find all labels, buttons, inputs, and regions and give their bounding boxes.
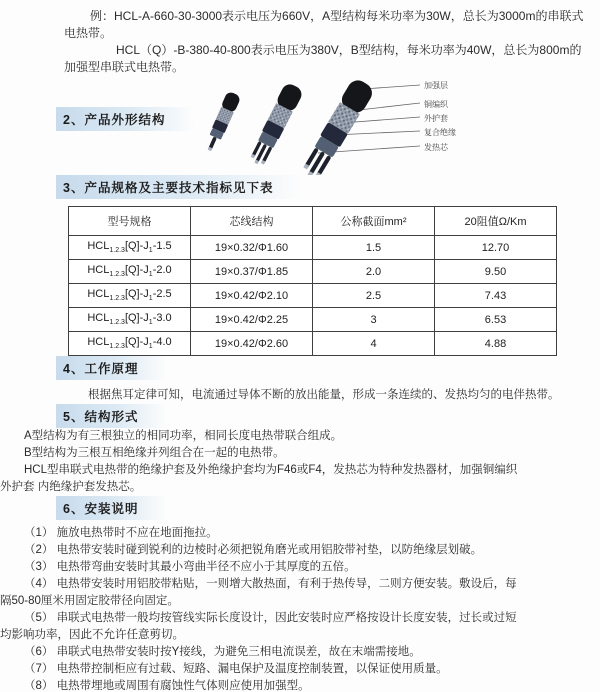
section-title-specifications: 3、产品规格及主要技术指标见下表 [56, 175, 303, 199]
spec-table [68, 206, 557, 356]
core-structure-cell: 19×0.37/Φ1.85 [191, 260, 313, 284]
intro-line-2: HCL（Q）-B-380-40-800表示电压为380V，B型结构，每米功率为40W，总长为800m的加强型串联式电热带。 [64, 43, 582, 74]
spec-table-header-row [69, 207, 557, 236]
nominal-section-cell: 1.5 [313, 236, 435, 260]
diagram-label-1: 加强层 [424, 81, 448, 90]
nominal-section-cell: 2.0 [313, 260, 435, 284]
model-cell: $HCL_{1.2.3}[Q]-J_1-1.5$ [69, 236, 191, 260]
structure-form-line: A型结构为有三根独立的相同功率，相同长度电热带联合组成。 [24, 430, 343, 442]
install-instruction-item: （1） 施放电热带时不应在地面拖拉。 [24, 527, 218, 539]
nominal-section-cell: 3 [313, 308, 435, 332]
section-title-structure-form: 5、结构形式 [56, 404, 168, 428]
structure-form-line: HCL型串联式电热带的绝缘护套及外绝缘护套均为F46或F4，发热芯为特种发热器材，加强铜编织外护套 内绝缘护套发热芯。 [0, 464, 518, 493]
install-instruction-item: （2） 电热带安装时碰到锐利的边棱时必须把锐角磨光或用铝胶带衬垫，以防绝缘层划破。 [24, 544, 483, 556]
table-row [69, 308, 557, 332]
intro-paragraph [0, 0, 594, 76]
install-instruction-item: （8） 电热带埋地或周围有腐蚀性气体则应使用加强型。 [24, 680, 310, 692]
header-core-structure: 芯线结构 [191, 207, 313, 236]
product-structure-diagram [0, 76, 600, 175]
cable-large [299, 77, 376, 175]
model-cell: $HCL_{1.2.3}[Q]-J_1-2.5$ [69, 284, 191, 308]
table-row [69, 284, 557, 308]
model-cell: $HCL_{1.2.3}[Q]-J_1-4.0$ [69, 332, 191, 356]
resistance-cell: 7.43 [435, 284, 557, 308]
install-instruction-item: （7） 电热带控制柜应有过载、短路、漏电保护及温度控制装置，以保证使用质量。 [24, 663, 448, 675]
install-instruction-item: （3） 电热带弯曲安装时其最小弯曲半径不应小于其厚度的五倍。 [24, 561, 356, 573]
working-principle-text: 根据焦耳定律可知，电流通过导体不断的放出能量，形成一条连续的、发热均匀的电伴热带。 [88, 389, 560, 401]
section-title-installation: 6、安装说明 [56, 496, 168, 520]
intro-line-1: 例：HCL-A-660-30-3000表示电压为660V，A型结构每米功率为30W，总长为3000m的串联式电热带。 [64, 9, 584, 40]
install-instruction-item: （6） 串联式电热带安装时按Y接线，为避免三相电流误差，故在末端需接地。 [24, 646, 421, 658]
model-cell: $HCL_{1.2.3}[Q]-J_1-3.0$ [69, 308, 191, 332]
table-row [69, 332, 557, 356]
resistance-cell: 4.88 [435, 332, 557, 356]
install-instruction-item: （5） 串联式电热带一般均按管线实际长度设计，因此安装时应严格按设计长度安装，过长或过短均影响功率，因此不允许任意剪切。 [0, 612, 517, 641]
cable-medium [247, 82, 305, 169]
diagram-label-4: 复合绝缘 [424, 128, 456, 137]
install-instruction-item: （4） 电热带安装时用铝胶带粘贴，一则增大散热面，有利于热传导，二则方便安装。敷设后，每隔50-80厘米用固定胶带径向固定。 [0, 578, 517, 607]
resistance-cell: 6.53 [435, 308, 557, 332]
nominal-section-cell: 4 [313, 332, 435, 356]
table-row [69, 260, 557, 284]
diagram-label-5: 发热芯 [424, 143, 448, 152]
model-cell: $HCL_{1.2.3}[Q]-J_1-2.0$ [69, 260, 191, 284]
nominal-section-cell: 2.5 [313, 284, 435, 308]
resistance-cell: 12.70 [435, 236, 557, 260]
structure-form-block [0, 428, 600, 496]
table-row [69, 236, 557, 260]
diagram-label-3: 外护套 [424, 114, 448, 123]
structure-form-line: B型结构为三根互相绝缘并列组合在一起的电热带。 [24, 447, 285, 459]
section-title-working-principle: 4、工作原理 [56, 356, 168, 380]
core-structure-cell: 19×0.42/Φ2.60 [191, 332, 313, 356]
section-title-product-structure: 2、产品外形结构 [56, 107, 195, 131]
header-nominal-section: 公称截面mm² [313, 207, 435, 236]
cable-small [203, 91, 242, 154]
core-structure-cell: 19×0.42/Φ2.25 [191, 308, 313, 332]
header-resistance: 20阻值Ω/Km [435, 207, 557, 236]
diagram-label-2: 铜编织 [424, 100, 448, 109]
core-structure-cell: 19×0.42/Φ2.10 [191, 284, 313, 308]
core-structure-cell: 19×0.32/Φ1.60 [191, 236, 313, 260]
resistance-cell: 9.50 [435, 260, 557, 284]
installation-instructions-block [0, 525, 600, 692]
header-model: 型号规格 [69, 207, 191, 236]
